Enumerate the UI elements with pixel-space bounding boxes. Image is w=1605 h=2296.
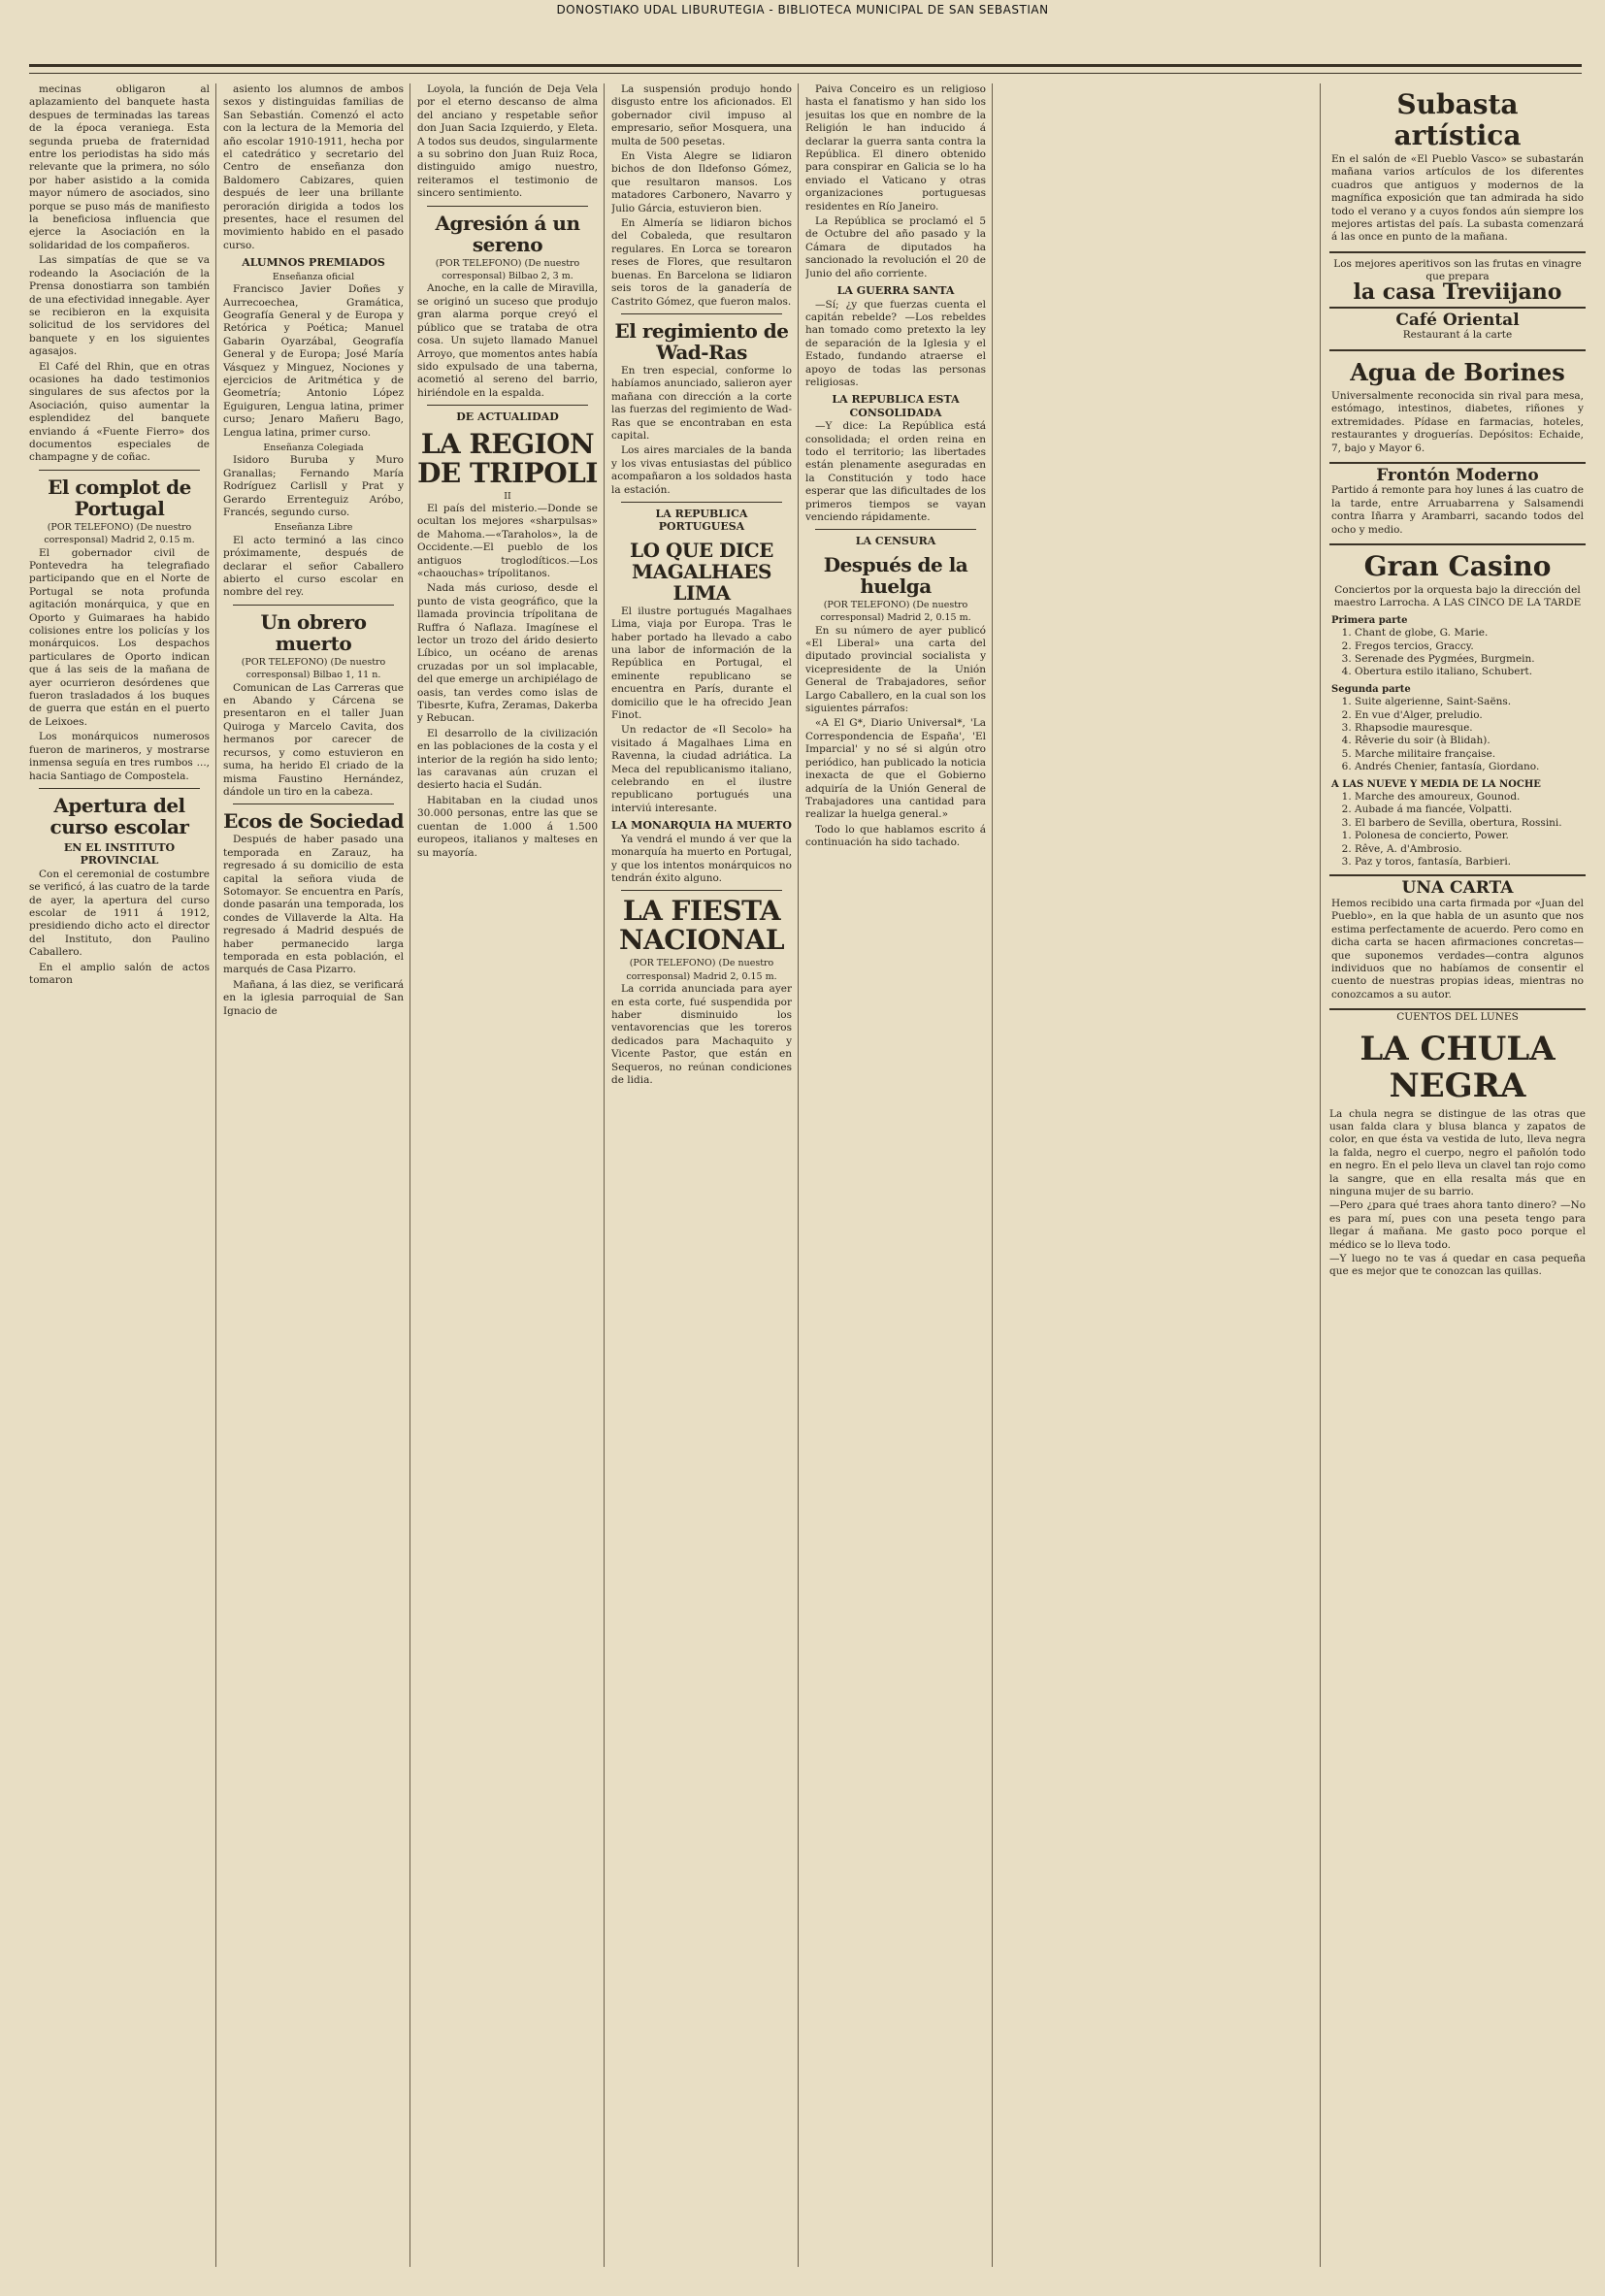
article-text: Después de haber pasado una temporada en Zarauz, ha regresado á su domicilio de esta capital la señora viuda de Sotomayor. Se encuentra en París, donde pasarán una temporada, los condes de Villaverde la Alta. Ha regresado á Madrid después de haber permanecido larga temporada en esta población, el marqués de Casa Pizarro. <box>223 834 404 976</box>
ad-subasta <box>1329 83 1586 253</box>
article-text: Con el ceremonial de costumbre se verificó, á las cuatro de la tarde de ayer, la apertura del curso escolar de 1911 á 1912, presidiendo dicho acto el director del Instituto, don Paulino Caballero. <box>29 868 210 959</box>
ad-title: Gran Casino <box>1363 549 1552 582</box>
column-3 <box>417 83 598 2277</box>
section-label: Enseñanza oficial <box>272 271 355 282</box>
program-item: 3. El barbero de Sevilla, obertura, Rossini. <box>1355 817 1584 830</box>
ad-title: Café Oriental <box>1395 311 1520 331</box>
ad-borines <box>1329 351 1586 464</box>
dateline: (POR TELEFONO) (De nuestro corresponsal) Madrid 2, 0.15 m. <box>626 958 777 982</box>
article-text: —Y dice: La República está consolidada; el orden reina en todo el territorio; las libertades están plenamente aseguradas en la Constitución y todo hace esperar que las dificultades de los primeros tiempos se vayan venciendo rápidamente. <box>805 420 986 523</box>
program-section: Segunda parte <box>1331 683 1411 695</box>
article-text: El gobernador civil de Pontevedra ha telegrafiado participando que en el Norte de Portugal se nota profunda agitación monárquica, y que en Oporto y Guimaraes ha habido colisiones entre los policías y los monárquicos. Los despachos particulares de Oporto indican que á las seis de la mañana de ayer ocurrieron desórdenes que fueron trasladados á los buques de guerra que están en el puerto de Leixoes. <box>29 546 210 728</box>
program-list <box>1331 627 1584 679</box>
program-item: 5. Marche militaire française. <box>1355 748 1584 761</box>
program-section: A LAS NUEVE Y MEDIA DE LA NOCHE <box>1331 778 1541 790</box>
ads-column <box>1329 83 1586 2277</box>
program-item: 3. Serenade des Pygmées, Burgmein. <box>1355 653 1584 666</box>
ad-title: Agua de Borines <box>1350 357 1565 386</box>
article-text: Ya vendrá el mundo á ver que la monarquía ha muerto en Portugal, y que los intentos monárquicos no tendrán éxito alguno. <box>611 833 792 884</box>
article-text: Mañana, á las diez, se verificará en la iglesia parroquial de San Ignacio de <box>223 978 404 1017</box>
ad-trevijano <box>1329 253 1586 309</box>
ad-fronton <box>1329 464 1586 545</box>
program-item: 1. Chant de globe, G. Marie. <box>1355 627 1584 640</box>
ad-subtitle: Conciertos por la orquesta bajo la dirección del maestro Larrocha. A LAS CINCO DE LA TARDE <box>1333 583 1582 609</box>
part-number: II <box>504 490 511 502</box>
article-text: El ilustre portugués Magalhaes Lima, viaja por Europa. Tras le haber portado ha llevado a cabo una labor de información de la República en Portugal, el eminente republicano se encuentra en París, durante el domicilio que le ha ofrecido Jean Finot. <box>611 605 792 722</box>
program-item: 1. Suite algerienne, Saint-Saëns. <box>1355 696 1584 708</box>
ad-subtitle: Restaurant á la carte <box>1402 329 1513 342</box>
subheadline: LA REPUBLICA ESTA CONSOLIDADA <box>832 393 960 419</box>
headline-agresion: Agresión á un sereno <box>435 211 580 256</box>
section-label: Enseñanza Colegiada <box>263 442 364 453</box>
ad-title: Frontón Moderno <box>1376 465 1539 485</box>
program-item: 3. Rhapsodie mauresque. <box>1355 722 1584 735</box>
article-text: —Pero ¿para qué traes ahora tanto dinero? —No es para mí, pues con una peseta tengo para llegar á mañana. Me gasto poco porque el médico se lo lleva todo. <box>1329 1199 1586 1251</box>
article-text: mecinas obligaron al aplazamiento del banquete hasta despues de terminadas las tareas de la época veraniega. Esta segunda prueba de fraternidad entre los periodistas ha sido más relevante que la primera, no sólo por haber asistido a la comida mayor número de asociados, sino porque se puso más de manifiesto la beneficiosa influencia que ejerce la Asociación en la solidaridad de los compañeros. <box>29 83 210 251</box>
headline-complot: El complot de Portugal <box>48 475 191 520</box>
divider <box>427 405 588 406</box>
column-separator <box>409 83 410 2267</box>
column-separator <box>604 83 605 2267</box>
article-text: —Sí; ¿y que fuerzas cuenta el capitán rebelde? —Los rebeldes han tomado como pretexto la ley de separación de la Iglesia y el Estado, fundando atraerse el apoyo de todas las personas religiosas. <box>805 298 986 388</box>
article-text: En Vista Alegre se lidiaron bichos de don Ildefonso Gómez, que resultaron mansos. Los matadores Carbonero, Navarro y Julio Gárcia, estuvieron bien. <box>611 150 792 214</box>
dateline: (POR TELEFONO) (De nuestro corresponsal) Bilbao 2, 3 m. <box>435 257 580 282</box>
article-text: Un redactor de «Il Secolo» ha visitado á Magalhaes Lima en Ravenna, la ciudad adriática. La Meca del republicanismo italiano, celebrando en el ilustre republicano portugués una interviú interesante. <box>611 724 792 814</box>
program-item: 2. En vue d'Alger, preludio. <box>1355 709 1584 722</box>
article-text: En su número de ayer publicó «El Liberal» una carta del diputado provincial socialista y vicepresidente de la Unión General de Trabajadores, señor Largo Caballero, en la cual son los siguientes párrafos: <box>805 624 986 715</box>
article-text: Los aires marciales de la banda y los vivas entusiastas del público acompañaron a los soldados hasta la estación. <box>611 444 792 496</box>
program-item: 2. Rêve, A. d'Ambrosio. <box>1355 843 1584 856</box>
program-item: 6. Andrés Chenier, fantasía, Giordano. <box>1355 761 1584 773</box>
article-text: —Y luego no te vas á quedar en casa pequeña que es mejor que te conozcan las quillas. <box>1329 1253 1586 1278</box>
article-text: Loyola, la función de Deja Vela por el eterno descanso de alma del anciano y respetable señor don Juan Sacia Izquierdo, y Eleta. A todos sus deudos, singularmente a su sobrino don Juan Ruiz Roca, distinguido amigo nuestro, reiteramos el testimonio de sincero sentimiento. <box>417 83 598 200</box>
section-label: Enseñanza Libre <box>274 522 353 534</box>
article-text: Todo lo que hablamos escrito á continuación ha sido tachado. <box>805 823 986 849</box>
program-item: 4. Rêverie du soir (à Blidah). <box>1355 735 1584 747</box>
article-text: La chula negra se distingue de las otras que usan falda clara y blusa blanca y zapatos de color, en que ésta va vestida de luto, lleva negra la falda, negro el cuerpo, negro el pañolón todo en negro. En el pelo lleva un clavel tan rojo como la sangre, que en ella resalta más que en ninguna mujer de su barrio. <box>1329 1107 1586 1197</box>
section-title: LA REPUBLICA PORTUGUESA <box>655 507 748 534</box>
section-label: CUENTOS DEL LUNES <box>1396 1011 1519 1024</box>
program-item: 3. Paz y toros, fantasía, Barbieri. <box>1355 856 1584 869</box>
article-text: La República se proclamó el 5 de Octubre del año pasado y la Cámara de diputados ha sancionado la revolución el 20 de Junio del año corriente. <box>805 215 986 279</box>
column-1 <box>29 83 210 2277</box>
column-6 <box>999 83 1310 2277</box>
ad-text: Universalmente reconocida sin rival para mesa, estómago, intestinos, diabetes, riñones y extremidades. Pídase en farmacias, hoteles, restaurantes y droguerías. Depósitos: Echaide, 7, bajo y Mayor 6. <box>1331 389 1584 454</box>
article-text: asiento los alumnos de ambos sexos y distinguidas familias de San Sebastián. Comenzó el acto con la lectura de la Memoria del año escolar 1910-1911, hecha por el catedrático y secretario del Centro de enseñanza don Baldomero Cabizares, quien después de leer una brillante peroración dirigida a todos los presentes, hace el resumen del movimiento habido en el pasado curso. <box>223 83 404 251</box>
dateline: (POR TELEFONO) (De nuestro corresponsal) Madrid 2, 0.15 m. <box>44 521 195 546</box>
column-separator <box>215 83 216 2267</box>
program-list <box>1331 791 1584 830</box>
carta-section <box>1329 876 1586 1010</box>
program-section: Primera parte <box>1331 614 1408 626</box>
subheadline: ALUMNOS PREMIADOS <box>242 256 385 270</box>
ad-text: En el salón de «El Pueblo Vasco» se subastarán mañana varios artículos de los diferentes cuadros que antiguos y modernos de la magnífica exposición que tan admirada ha sido todo el verano y a cuyos fondos aún siempre los mejores artistas del país. La subasta comenzará á las once en punto de la mañana. <box>1331 153 1584 244</box>
headline-regimiento: El regimiento de Wad-Ras <box>614 318 789 364</box>
page-header: DONOSTIAKO UDAL LIBURUTEGIA - BIBLIOTECA MUNICIPAL DE SAN SEBASTIAN <box>556 3 1049 16</box>
headline-huelga: Después de la huelga <box>823 552 968 598</box>
headline-tripoli: LA REGION DE TRIPOLI <box>417 427 598 489</box>
article-text: Francisco Javier Doñes y Aurrecoechea, Gramática, Geografía General y de Europa y Retórica y Poética; Manuel Gabarin Oyarzábal, Geografía General y de Europa; José María Vásquez y Minguez, Nociones y ejercicios de Aritmética y de Geometría; Antonio López Eguiguren, Lengua latina, primer curso; Jenaro Mañeru Bago, Lengua latina, primer curso. <box>223 283 404 439</box>
article-text: El Café del Rhin, que en otras ocasiones ha dado testimonios singulares de sus afectos por la Asociación, quiso aumentar la esplendidez del banquete enviando á «Fuente Fierro» dos documentos especiales de champagne y de coñac. <box>29 360 210 464</box>
article-text: Habitaban en la ciudad unos 30.000 personas, entre las que se cuentan de 1.000 á 1.500 europeos, italianos y malteses en su mayoría. <box>417 794 598 859</box>
divider <box>233 605 394 606</box>
article-text: Isidoro Buruba y Muro Granallas; Fernando María Rodríguez Carlisll y Prat y Gerardo Errenteguiz Aróbo, Francés, segundo curso. <box>223 454 404 518</box>
article-text: El acto terminó a las cinco próximamente, después de declarar el señor Caballero abierto el curso escolar en nombre del rey. <box>223 534 404 599</box>
article-text: Nada más curioso, desde el punto de vista geográfico, que la llamada provincia trípolitana de Ruffra ó Naflaza. Imagínese el lector un trozo del árido desierto Líbico, un océano de arenas cruzadas por un sol implacable, del que emerge un archipiélago de oasis, tan verdes como islas de Tibesrte, Kufra, Zeramas, Dakerba y Rebucan. <box>417 582 598 725</box>
ad-text: Los mejores aperitivos son las frutas en vinagre que prepara <box>1333 257 1582 283</box>
subheadline: EN EL INSTITUTO PROVINCIAL <box>63 840 176 868</box>
article-text: La corrida anunciada para ayer en esta corte, fué suspendida por haber disminuido los ventavorencias que les toreros dedicados para Machaquito y Vicente Pastor, que están en Sequeros, no reúnan condiciones de lidia. <box>611 983 792 1086</box>
ad-text: Partido á remonte para hoy lunes á las cuatro de la tarde, entre Arruabarrena y Salsamendi contra Iñarra y Arambarri, sacando todos del ocho y medio. <box>1331 484 1584 536</box>
dateline: (POR TELEFONO) (De nuestro corresponsal) Madrid 2, 0.15 m. <box>820 599 971 624</box>
column-separator <box>1320 83 1321 2267</box>
program-item: 2. Fregos tercios, Graccy. <box>1355 640 1584 653</box>
article-text: Anoche, en la calle de Miravilla, se originó un suceso que produjo gran alarma porque creyó el público que se trataba de otra cosa. Un sujeto llamado Manuel Arroyo, que momentos antes había sido expulsado de una taberna, acometió al sereno del barrio, hiriéndole en la espalda. <box>417 282 598 399</box>
dateline: (POR TELEFONO) (De nuestro corresponsal) Bilbao 1, 11 n. <box>241 656 386 681</box>
top-rule <box>29 64 1582 74</box>
divider <box>621 890 782 891</box>
section-title: DE ACTUALIDAD <box>456 410 559 424</box>
divider <box>815 529 976 530</box>
article-text: Las simpatías de que se va rodeando la Asociación de la Prensa donostiarra son también de una efectividad innegable. Ayer se recibieron en la exquisita solicitud de los servidores del banquete y en los siguientes agasajos. <box>29 254 210 358</box>
divider <box>39 788 200 789</box>
column-separator <box>992 83 993 2267</box>
program-list <box>1331 830 1584 869</box>
column-2 <box>223 83 404 2277</box>
headline-ecos: Ecos de Sociedad <box>223 809 404 834</box>
program-item: 1. Polonesa de concierto, Power. <box>1355 830 1584 842</box>
headline-fiesta: LA FIESTA NACIONAL <box>618 895 785 957</box>
section-title: UNA CARTA <box>1401 878 1514 899</box>
cuentos-section <box>1329 1011 1586 1279</box>
article-text: Hemos recibido una carta firmada por «Juan del Pueblo», en la que habla de un asunto que nos estima perfectamente de acuerdo. Pero como en dicha carta se hacen afirmaciones concretas—que suponemos verdades—contra algunos individuos que no habíamos de consentir el cuento de nuestras propias ideas, mientras no conozcamos a su autor. <box>1331 897 1584 1000</box>
article-summary: El país del misterio.—Donde se ocultan los mejores «sharpulsas» de Mahoma.—«Taraholos», la de Occidente.—El pueblo de los antiguos troglodíticos.—Los «chaouchas» trípolitanos. <box>417 502 598 579</box>
divider <box>39 470 200 471</box>
article-text: La suspensión produjo hondo disgusto entre los aficionados. El gobernador civil impuso al empresario, señor Mosquera, una multa de 500 pesetas. <box>611 83 792 148</box>
divider <box>621 313 782 314</box>
divider <box>427 206 588 207</box>
section-title: LA CENSURA <box>855 535 936 548</box>
headline-obrero: Un obrero muerto <box>260 609 367 655</box>
article-text: «A El G*, Diario Universal*, 'La Correspondencia de España', 'El Imparcial' y no sé si algún otro periódico, han publicado la noticia inexacta de que el Gobierno adquiría de la Unión General de Trabajadores una cantidad para realizar la huelga general.» <box>805 717 986 821</box>
column-4 <box>611 83 792 2277</box>
article-text: Los monárquicos numerosos fueron de marineros, y mostrarse inmensa seguía en tres rumbos ..., hacia Santiago de Compostela. <box>29 731 210 782</box>
column-separator <box>798 83 799 2267</box>
ad-title: Subasta artística <box>1393 88 1522 151</box>
program-item: 4. Obertura estilo italiano, Schubert. <box>1355 666 1584 678</box>
headline-apertura: Apertura del curso escolar <box>49 793 189 838</box>
ad-title: la casa Treviijano <box>1353 279 1562 305</box>
headline-magalhaes: LO QUE DICE MAGALHAES LIMA <box>630 538 773 605</box>
divider <box>621 502 782 503</box>
article-text: En tren especial, conforme lo habíamos anunciado, salieron ayer mañana con dirección a la corte las fuerzas del regimiento de Wad-Ras que se encontraban en esta capital. <box>611 364 792 442</box>
program-list <box>1331 696 1584 773</box>
program-item: 2. Aubade á ma fiancée, Volpatti. <box>1355 804 1584 816</box>
article-text: En el amplio salón de actos tomaron <box>29 961 210 986</box>
ad-cafe-oriental <box>1329 309 1586 351</box>
subheadline: LA MONARQUIA HA MUERTO <box>611 819 792 833</box>
subheadline: LA GUERRA SANTA <box>836 284 955 298</box>
ad-casino <box>1329 545 1586 877</box>
article-text: En Almería se lidiaron bichos del Cobaleda, que resultaron regulares. En Lorca se torearon reses de Flores, que resultaron buenas. En Barcelona se lidiaron seis toros de la ganadería de Castrito Gómez, que fueron malos. <box>611 217 792 308</box>
article-text: El desarrollo de la civilización en las poblaciones de la costa y el interior de la región ha sido lento; las caravanas aún cruzan el desierto hacia el Sudán. <box>417 727 598 792</box>
program-item: 1. Marche des amoureux, Gounod. <box>1355 791 1584 804</box>
article-text: Comunican de Las Carreras que en Abando y Cárcena se presentaron en el taller Juan Quiroga y Marcelo Cavita, dos hermanos por carecer de recursos, y como estuvieron en suma, ha herido El criado de la misma Faustino Hernández, dándole un tiro en la cabeza. <box>223 681 404 798</box>
headline-chula-negra: LA CHULA NEGRA <box>1359 1029 1556 1105</box>
article-text: Paiva Conceiro es un religioso hasta el fanatismo y han sido los jesuitas los que en nombre de la Religión le han inducido á declarar la guerra santa contra la República. El dinero obtenido para conspirar en Galicia se lo ha enviado el Vaticano y otras organizaciones portuguesas residentes en Río Janeiro. <box>805 83 986 213</box>
